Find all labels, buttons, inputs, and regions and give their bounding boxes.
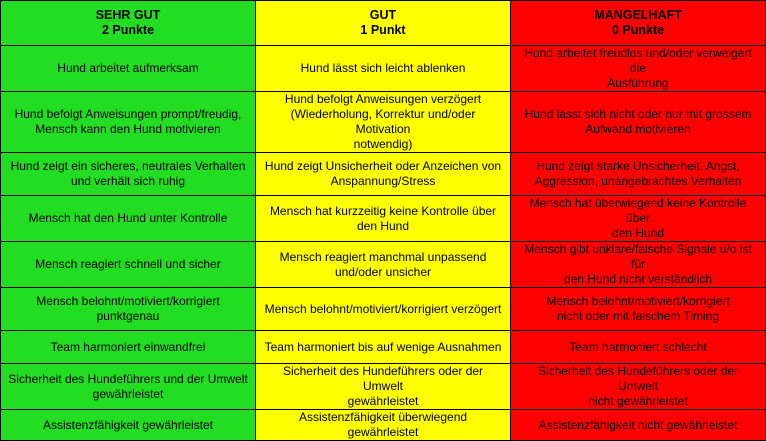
cell-text-line: Mensch kann den Hund motivieren bbox=[35, 122, 221, 136]
table-row bbox=[1, 410, 766, 441]
cell-text-line: Hund arbeitet freudlos und/oder verweigert die bbox=[524, 46, 752, 75]
cell-text-line: Assistenzfähigkeit überwiegend gewährleistet bbox=[298, 410, 468, 439]
cell-gut bbox=[256, 410, 511, 441]
cell-mangelhaft bbox=[511, 242, 766, 288]
cell-text-line: Mensch belohnt/motiviert/korrigiert bbox=[546, 294, 730, 308]
table-row bbox=[1, 288, 766, 331]
cell-text-line: (Wiederholung, Korrektur und/oder Motivation bbox=[290, 107, 476, 136]
cell-text-line: Hund zeigt starke Unsicherheit, Angst, bbox=[536, 159, 740, 173]
cell-text-line: und verhält sich ruhig bbox=[70, 174, 186, 188]
cell-text-line: Mensch gibt unklare/falsche Signale u/o ist für bbox=[524, 242, 752, 271]
cell-sehr-gut bbox=[1, 331, 256, 364]
cell-text-line: Mensch reagiert schnell und sicher bbox=[35, 257, 221, 271]
header-sehr-gut-points: 2 Punkte bbox=[101, 23, 155, 37]
cell-gut bbox=[256, 242, 511, 288]
cell-text-line: Team harmoniert einwandfrei bbox=[50, 339, 206, 354]
cell-text-line: Sicherheit des Hundeführers und der Umwelt bbox=[8, 371, 248, 386]
cell-sehr-gut bbox=[1, 153, 256, 196]
cell-gut bbox=[256, 92, 511, 153]
cell-text-line: Mensch hat überwiegend keine Kontrolle über bbox=[529, 196, 747, 225]
header-mangelhaft bbox=[511, 1, 766, 46]
cell-mangelhaft bbox=[511, 196, 766, 242]
cell-text-line: Hund lässt sich leicht ablenken bbox=[300, 61, 466, 75]
cell-text-line: den Hund nicht verständlich bbox=[563, 272, 713, 286]
header-mangelhaft-title: MANGELHAFT bbox=[594, 8, 682, 22]
cell-mangelhaft bbox=[511, 410, 766, 441]
cell-gut bbox=[256, 331, 511, 364]
cell-sehr-gut bbox=[1, 46, 256, 92]
cell-sehr-gut bbox=[1, 196, 256, 242]
header-gut bbox=[256, 1, 511, 46]
table-row bbox=[1, 153, 766, 196]
header-gut-points: 1 Punkt bbox=[360, 23, 406, 37]
cell-text-line: Hund zeigt ein sicheres, neutrales Verhalten bbox=[10, 159, 246, 173]
cell-gut bbox=[256, 196, 511, 242]
cell-text-line: Mensch belohnt/motiviert/korrigiert verzögert bbox=[264, 301, 502, 316]
cell-mangelhaft bbox=[511, 92, 766, 153]
cell-text-line: Hund befolgt Anweisungen prompt/freudig, bbox=[14, 107, 242, 121]
cell-sehr-gut bbox=[1, 242, 256, 288]
cell-text-line: nicht oder mit falschem Timing bbox=[556, 309, 720, 323]
cell-sehr-gut bbox=[1, 288, 256, 331]
header-sehr-gut-title: SEHR GUT bbox=[95, 8, 161, 22]
header-gut-title: GUT bbox=[369, 8, 397, 22]
cell-text-line: Assistenzfähigkeit gewährleistet bbox=[42, 417, 214, 432]
cell-text-line: Mensch belohnt/motiviert/korrigiert bbox=[36, 294, 220, 308]
cell-text-line: den Hund bbox=[611, 226, 665, 240]
cell-text-line: punktgenau bbox=[96, 309, 160, 323]
cell-gut bbox=[256, 288, 511, 331]
cell-text-line: Mensch hat den Hund unter Kontrolle bbox=[28, 211, 228, 225]
cell-text-line: Assistenzfähigkeit nicht gewährleistet bbox=[538, 417, 738, 432]
cell-text-line: Team harmoniert schlecht bbox=[569, 339, 707, 354]
cell-text-line: Aufwand motivieren bbox=[585, 122, 691, 136]
cell-text-line: den Hund bbox=[356, 218, 410, 233]
cell-sehr-gut bbox=[1, 92, 256, 153]
cell-text-line: Anspannung/Stress bbox=[330, 174, 436, 188]
cell-text-line: Team harmoniert bis auf wenige Ausnahmen bbox=[264, 339, 502, 354]
table-row bbox=[1, 196, 766, 242]
cell-text-line: Hund lässt sich nicht oder nur mit grossem bbox=[524, 107, 752, 121]
cell-text-line: gewährleistet bbox=[92, 386, 164, 401]
header-mangelhaft-points: 0 Punkte bbox=[611, 23, 665, 37]
cell-text-line: Sicherheit des Hundeführers oder der Umwelt bbox=[282, 364, 484, 393]
table-row bbox=[1, 364, 766, 410]
cell-text-line: Mensch reagiert manchmal unpassend bbox=[279, 249, 487, 264]
cell-mangelhaft bbox=[511, 153, 766, 196]
cell-text-line: nicht gewährleistet bbox=[588, 394, 688, 408]
cell-mangelhaft bbox=[511, 331, 766, 364]
cell-text-line: Ausführung bbox=[607, 76, 669, 90]
cell-text-line: Hund befolgt Anweisungen verzögert bbox=[284, 92, 482, 106]
cell-text-line: Sicherheit des Hundeführers oder der Umwelt bbox=[537, 364, 739, 393]
cell-sehr-gut bbox=[1, 364, 256, 410]
rating-table-body bbox=[1, 46, 766, 441]
cell-text-line: und/oder unsicher bbox=[334, 264, 432, 279]
cell-text-line: gewährleistet bbox=[347, 394, 419, 408]
header-row bbox=[1, 1, 766, 46]
table-row bbox=[1, 331, 766, 364]
cell-text-line: Hund zeigt Unsicherheit oder Anzeichen von bbox=[264, 159, 502, 173]
cell-gut bbox=[256, 364, 511, 410]
cell-mangelhaft bbox=[511, 288, 766, 331]
cell-mangelhaft bbox=[511, 364, 766, 410]
header-sehr-gut bbox=[1, 1, 256, 46]
cell-gut bbox=[256, 46, 511, 92]
cell-sehr-gut bbox=[1, 410, 256, 441]
cell-text-line: Mensch hat kurzzeitig keine Kontrolle über bbox=[269, 203, 497, 218]
cell-text-line: Aggression, unangebrachtes Verhalten bbox=[534, 174, 742, 188]
cell-text-line: Hund arbeitet aufmerksam bbox=[57, 61, 199, 75]
cell-mangelhaft bbox=[511, 46, 766, 92]
table-row bbox=[1, 46, 766, 92]
table-row bbox=[1, 242, 766, 288]
cell-text-line: notwendig) bbox=[353, 137, 413, 151]
table-row bbox=[1, 92, 766, 153]
cell-gut bbox=[256, 153, 511, 196]
